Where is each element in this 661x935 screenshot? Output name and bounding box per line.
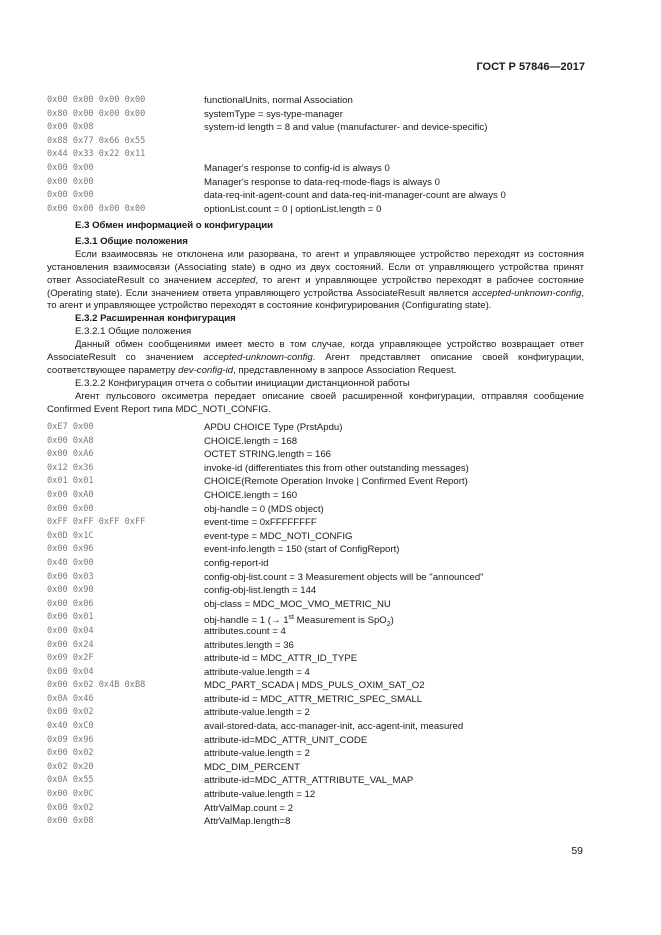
hex-bytes: 0x00 0xA8 xyxy=(47,435,94,446)
code-row xyxy=(47,611,587,629)
code-row xyxy=(47,747,587,761)
code-row xyxy=(47,571,587,585)
hex-bytes: 0x0A 0x55 xyxy=(47,775,94,786)
field-description: attribute-value.length = 4 xyxy=(204,666,310,678)
field-description: OCTET STRING.length = 166 xyxy=(204,449,331,461)
hex-bytes: 0x44 0x33 0x22 0x11 xyxy=(47,149,146,160)
section-text xyxy=(47,220,584,417)
code-row xyxy=(47,462,587,476)
hex-bytes: 0x00 0x00 xyxy=(47,190,94,201)
field-description: data-req-init-agent-count and data-req-init-manager-count are always 0 xyxy=(204,190,506,202)
hex-bytes: 0x00 0x02 xyxy=(47,707,94,718)
section-heading-e3: E.3 Обмен информацией о конфигурации xyxy=(75,220,274,231)
code-table-association xyxy=(47,94,587,216)
code-row xyxy=(47,530,587,544)
code-row xyxy=(47,639,587,653)
hex-bytes: 0x00 0x0C xyxy=(47,789,94,800)
code-row xyxy=(47,203,587,217)
hex-bytes: 0x88 0x77 0x66 0x55 xyxy=(47,135,146,146)
code-row xyxy=(47,679,587,693)
field-description: CHOICE.length = 160 xyxy=(204,489,298,501)
paragraph-e31: Если взаимосвязь не отклонена или разорвана, то агент и управляющее устройство переходят из состояния установления взаимосвязи (Associating state) в одно из двух состояний. Если от управляющего устройства принят ответ AssociateResult со значением accepted, то агент и управляющее устройство переходят в рабочее состояние (Operating state). Если значением ответа управляющего устройства AssociateResult является accepted-unknown-config, то агент и управляющее устройство переходят в состояние конфигурирования (Configurating state). xyxy=(47,248,584,312)
field-description: avail-stored-data, acc-manager-init, acc-agent-init, measured xyxy=(204,721,464,733)
field-description: attribute-value.length = 2 xyxy=(204,748,310,760)
code-row xyxy=(47,734,587,748)
hex-bytes: 0x00 0x00 xyxy=(47,162,94,173)
hex-bytes: 0x00 0x04 xyxy=(47,625,94,636)
hex-bytes: 0x00 0x02 xyxy=(47,802,94,813)
hex-bytes: 0x00 0x04 xyxy=(47,666,94,677)
field-description: system-id length = 8 and value (manufacturer- and device-specific) xyxy=(204,122,488,134)
hex-bytes: 0x00 0x24 xyxy=(47,639,94,650)
code-row xyxy=(47,802,587,816)
hex-bytes: 0x01 0x01 xyxy=(47,476,94,487)
code-row xyxy=(47,503,587,517)
hex-bytes: 0x00 0x00 0x00 0x00 xyxy=(47,203,146,214)
hex-bytes: 0x00 0x02 0x4B 0xB8 xyxy=(47,680,146,691)
field-description: attributes.length = 36 xyxy=(204,639,294,651)
code-row xyxy=(47,761,587,775)
hex-bytes: 0x0D 0x1C xyxy=(47,530,94,541)
hex-bytes: 0x00 0xA6 xyxy=(47,449,94,460)
code-row xyxy=(47,108,587,122)
code-row xyxy=(47,584,587,598)
hex-bytes: 0x40 0xC0 xyxy=(47,721,94,732)
code-row xyxy=(47,720,587,734)
code-row xyxy=(47,652,587,666)
code-row xyxy=(47,788,587,802)
hex-bytes: 0x00 0x96 xyxy=(47,544,94,555)
code-row xyxy=(47,543,587,557)
hex-bytes: 0x00 0x06 xyxy=(47,598,94,609)
code-row xyxy=(47,435,587,449)
field-description: attributes.count = 4 xyxy=(204,625,286,637)
code-row xyxy=(47,516,587,530)
field-description: obj-handle = 1 (→ 1st Measurement is SpO$_2$) xyxy=(204,614,394,629)
hex-bytes: 0x0A 0x46 xyxy=(47,693,94,704)
hex-bytes: 0xE7 0x00 xyxy=(47,422,94,432)
code-row xyxy=(47,815,587,829)
hex-bytes: 0x00 0x00 xyxy=(47,176,94,187)
field-description: event-time = 0xFFFFFFFF xyxy=(204,517,317,529)
field-description: Manager's response to data-req-mode-flags is always 0 xyxy=(204,176,440,188)
code-row xyxy=(47,162,587,176)
hex-bytes: 0x09 0x2F xyxy=(47,653,94,664)
field-description: config-obj-list.length = 144 xyxy=(204,585,317,597)
field-description: attribute-id=MDC_ATTR_UNIT_CODE xyxy=(204,734,368,746)
field-description: functionalUnits, normal Association xyxy=(204,95,353,106)
hex-bytes: 0x00 0x03 xyxy=(47,571,94,582)
field-description: config-report-id xyxy=(204,557,269,569)
code-row xyxy=(47,774,587,788)
field-description: CHOICE(Remote Operation Invoke | Confirmed Event Report) xyxy=(204,476,468,488)
field-description: Manager's response to config-id is always 0 xyxy=(204,162,390,174)
hex-bytes: 0x12 0x36 xyxy=(47,462,94,473)
page-number: 59 xyxy=(571,845,583,857)
field-description: attribute-value.length = 12 xyxy=(204,789,316,801)
field-description: CHOICE.length = 168 xyxy=(204,435,298,447)
field-description: MDC_DIM_PERCENT xyxy=(204,761,300,773)
field-description: event-type = MDC_NOTI_CONFIG xyxy=(204,530,353,542)
hex-bytes: 0x00 0x00 xyxy=(47,503,94,514)
code-row xyxy=(47,448,587,462)
hex-bytes: 0x00 0x02 xyxy=(47,748,94,759)
field-description: MDC_PART_SCADA | MDS_PULS_OXIM_SAT_O2 xyxy=(204,680,425,692)
section-heading-e32: E.3.2 Расширенная конфигурация xyxy=(75,313,236,325)
code-row xyxy=(47,666,587,680)
code-row xyxy=(47,475,587,489)
field-description: AttrValMap.length=8 xyxy=(204,816,291,828)
code-row xyxy=(47,135,587,149)
field-description: config-obj-list.count = 3 Measurement objects will be "announced" xyxy=(204,571,484,583)
code-row xyxy=(47,176,587,190)
code-table-config-report xyxy=(47,421,587,829)
field-description: invoke-id (differentiates this from other outstanding messages) xyxy=(204,462,469,474)
paragraph-e321: Данный обмен сообщениями имеет место в том случае, когда управляющее устройство возвращает ответ AssociateResult со значением accepted-unknown-config. Агент представляет описание своей конфигурации, соответствующее параметру dev-config-id, представленному в запросе Association Request. xyxy=(47,339,584,376)
hex-bytes: 0x40 0x00 xyxy=(47,557,94,568)
code-row xyxy=(47,706,587,720)
field-description: systemType = sys-type-manager xyxy=(204,108,343,120)
section-heading-e322: E.3.2.2 Конфигурация отчета о событии инициации дистанционной работы xyxy=(75,377,410,389)
field-description: event-info.length = 150 (start of ConfigReport) xyxy=(204,544,400,556)
hex-bytes: 0x02 0x20 xyxy=(47,761,94,772)
hex-bytes: 0x00 0xA0 xyxy=(47,489,94,500)
field-description: attribute-id=MDC_ATTR_ATTRIBUTE_VAL_MAP xyxy=(204,775,414,787)
code-row xyxy=(47,625,587,639)
field-description: obj-handle = 0 (MDS object) xyxy=(204,503,324,515)
hex-bytes: 0x00 0x08 xyxy=(47,122,94,133)
code-row xyxy=(47,121,587,135)
hex-bytes: 0x00 0x90 xyxy=(47,585,94,596)
code-row xyxy=(47,421,587,435)
hex-bytes: 0x80 0x00 0x00 0x00 xyxy=(47,108,146,119)
code-row xyxy=(47,557,587,571)
paragraph-e322: Агент пульсового оксиметра передает описание своей расширенной конфигурации, отправляя сообщение Confirmed Event Report типа MDC_NOTI_CONFIG. xyxy=(47,390,584,415)
hex-bytes: 0x00 0x01 xyxy=(47,612,94,623)
field-description: attribute-id = MDC_ATTR_METRIC_SPEC_SMALL xyxy=(204,693,423,705)
hex-bytes: 0x09 0x96 xyxy=(47,734,94,745)
field-description: obj-class = MDC_MOC_VMO_METRIC_NU xyxy=(204,598,391,610)
standard-number: ГОСТ Р 57846—2017 xyxy=(476,61,585,73)
hex-bytes: 0x00 0x08 xyxy=(47,816,94,827)
field-description: attribute-id = MDC_ATTR_ID_TYPE xyxy=(204,653,358,665)
section-heading-e31: E.3.1 Общие положения xyxy=(75,235,188,247)
code-row xyxy=(47,94,587,108)
field-description: AttrValMap.count = 2 xyxy=(204,802,294,814)
code-row xyxy=(47,693,587,707)
code-row xyxy=(47,489,587,503)
hex-bytes: 0x00 0x00 0x00 0x00 xyxy=(47,95,146,105)
code-row xyxy=(47,598,587,612)
field-description: attribute-value.length = 2 xyxy=(204,707,310,719)
code-row xyxy=(47,148,587,162)
code-row xyxy=(47,189,587,203)
hex-bytes: 0xFF 0xFF 0xFF 0xFF xyxy=(47,517,146,528)
field-description: optionList.count = 0 | optionList.length = 0 xyxy=(204,203,382,215)
field-description: APDU CHOICE Type (PrstApdu) xyxy=(204,422,343,433)
section-heading-e321: E.3.2.1 Общие положения xyxy=(75,326,192,338)
